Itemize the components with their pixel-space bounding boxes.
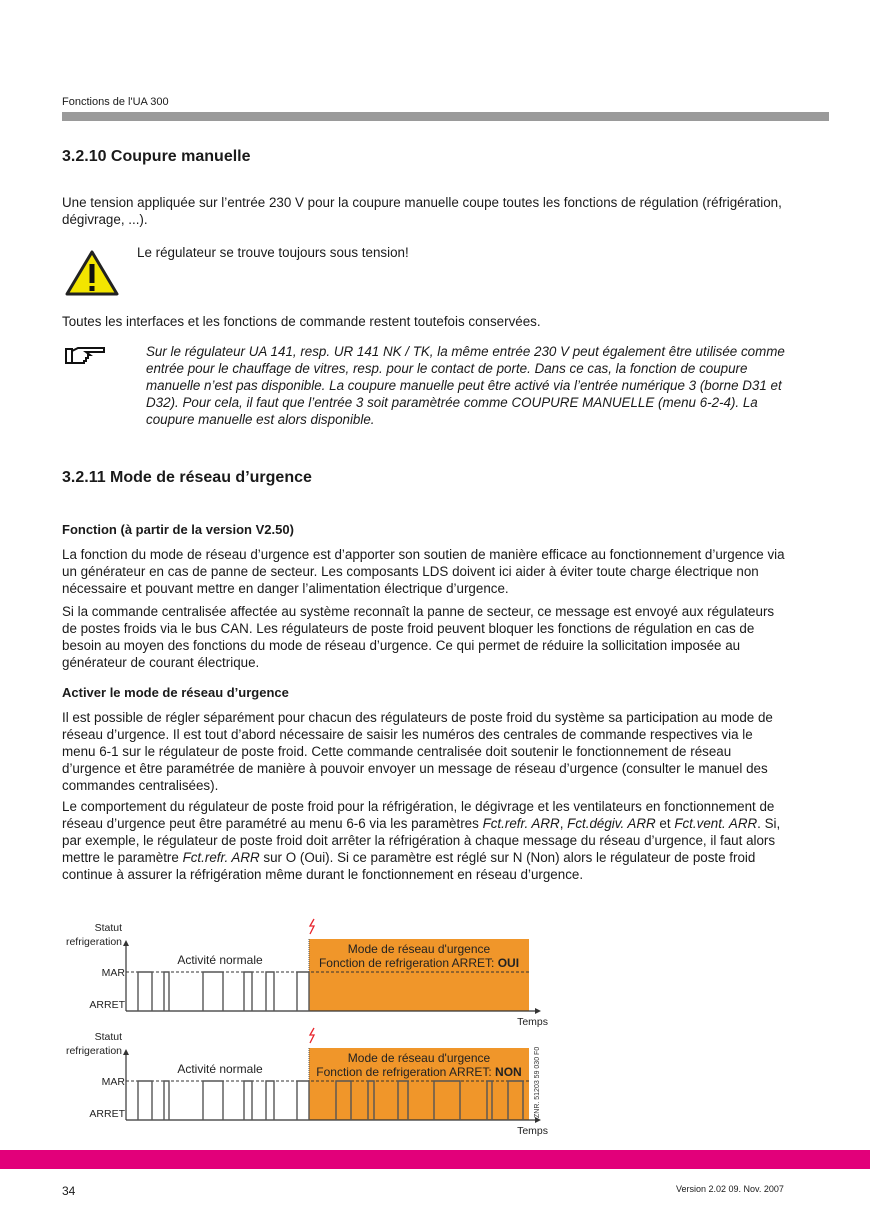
section-heading-3-2-11: 3.2.11 Mode de réseau d’urgence bbox=[62, 469, 312, 486]
subheading: Fonction (à partir de la version V2.50) bbox=[62, 522, 294, 537]
paragraph: Toutes les interfaces et les fonctions de commande restent toutefois conservées. bbox=[62, 314, 541, 329]
lightning-icon bbox=[310, 919, 314, 934]
function-text: Fonction de refrigeration ARRET: bbox=[318, 956, 498, 970]
refrigeration-pulse bbox=[266, 1081, 274, 1120]
axis-arrow-icon bbox=[123, 940, 129, 946]
paragraph: Si la commande centralisée affectée au système reconnaît la panne de secteur, ce message est envoyé aux régulateurs de postes froids via le bus CAN. Les régulateurs de poste froid peuvent bloquer les fonctions de régulation en cas de besoin au moyen des fonctions du mode de réseau d’urgence. Ce qui permet de réduire la sollicitation imposée au générateur de courant électrique. bbox=[62, 604, 775, 670]
paragraph: Une tension appliquée sur l’entrée 230 V pour la coupure manuelle coupe toutes les fonctions de régulation (réfrigération, dégivrage, ...). bbox=[62, 195, 782, 227]
page-number: 34 bbox=[62, 1184, 76, 1198]
y-label-statut: Statut bbox=[94, 922, 122, 934]
version-date: Version 2.02 09. Nov. 2007 bbox=[676, 1184, 784, 1194]
text: . Si, par exemple, le régulateur de poste froid doit arrêter la réfrigération à chaque message du réseau d’urgence, il faut alors mettre le paramètre bbox=[62, 816, 781, 865]
x-label-temps: Temps bbox=[517, 1125, 548, 1137]
refrigeration-pulse bbox=[138, 972, 152, 1011]
subheading: Activer le mode de réseau d’urgence bbox=[62, 685, 289, 700]
refrigeration-pulse bbox=[266, 972, 274, 1011]
y-label-statut: Statut bbox=[94, 1031, 122, 1043]
refrigeration-pulse bbox=[203, 972, 223, 1011]
note-text: Sur le régulateur UA 141, resp. UR 141 NK / TK, la même entrée 230 V peut également être utilisée comme entrée pour le chauffage de vitres, resp. pour le contact de porte. Dans ce cas, la fonction de coupure manuelle n’est pas disponible. La coupure manuelle peut être activé via l’entrée numérique 3 (borne D31 et D32). Pour cela, il faut que l’entrée 3 soit paramètrée comme COUPURE MANUELLE (menu 6-2-4). La coupure manuelle est alors disponible. bbox=[146, 344, 785, 427]
text: Le comportement du régulateur de poste froid pour la réfrigération, le dégivrage et les ventilateurs en fonctionnement de réseau d’urgence peut être paramétré au menu 6-6 via les paramètres bbox=[62, 799, 775, 831]
running-header: Fonctions de l'UA 300 bbox=[62, 96, 169, 108]
drawing-code: ZNR. 51203 59 030 F0 bbox=[534, 1046, 541, 1118]
axis-arrow-icon bbox=[535, 1008, 541, 1014]
refrigeration-pulse bbox=[138, 1081, 152, 1120]
function-value: NON bbox=[495, 1065, 522, 1079]
refrigeration-pulse bbox=[203, 1081, 223, 1120]
param-name: Fct.dégiv. ARR bbox=[567, 816, 656, 831]
warning-text: Le régulateur se trouve toujours sous tension! bbox=[137, 245, 409, 260]
paragraph: La fonction du mode de réseau d’urgence est d’apporter son soutien de manière efficace au fonctionnement d’urgence via un générateur en cas de panne de secteur. Les composants LDS doivent ici aider à éviter toute charge électrique non nécessaire et pouvant mettre en danger l’alimentation électrique d’urgence. bbox=[62, 547, 785, 596]
label-refrigeration-function bbox=[319, 956, 519, 970]
footer-bar bbox=[0, 1150, 870, 1169]
label-emergency-mode: Mode de réseau d'urgence bbox=[347, 942, 491, 956]
label-emergency-mode: Mode de réseau d'urgence bbox=[347, 1051, 491, 1065]
text: sur O (Oui). Si ce paramètre est réglé sur N (Non) alors le régulateur de poste froid continue à assurer la réfrigération même durant le fonctionnement en réseau d’urgence. bbox=[62, 850, 756, 882]
axis-arrow-icon bbox=[123, 1049, 129, 1055]
function-value: OUI bbox=[497, 956, 520, 970]
label-refrigeration-function bbox=[316, 1065, 521, 1079]
text: , bbox=[559, 816, 568, 831]
label-normal-activity: Activité normale bbox=[177, 953, 263, 967]
refrigeration-pulse bbox=[164, 1081, 169, 1120]
x-label-temps: Temps bbox=[517, 1016, 548, 1028]
refrigeration-pulse bbox=[244, 972, 252, 1011]
label-normal-activity: Activité normale bbox=[177, 1062, 263, 1076]
param-name: Fct.vent. ARR bbox=[674, 816, 758, 831]
tick-arret: ARRET bbox=[89, 1108, 125, 1120]
tick-mar: MAR bbox=[101, 1076, 125, 1088]
text: et bbox=[655, 816, 675, 831]
function-text: Fonction de refrigeration ARRET: bbox=[316, 1065, 496, 1079]
param-name: Fct.refr. ARR bbox=[182, 850, 260, 865]
y-label-refrigeration: refrigeration bbox=[65, 936, 122, 948]
section-heading-3-2-10: 3.2.10 Coupure manuelle bbox=[62, 148, 251, 165]
refrigeration-pulse bbox=[164, 972, 169, 1011]
refrigeration-pulse bbox=[244, 1081, 252, 1120]
refrigeration-pulse bbox=[297, 972, 309, 1011]
lightning-icon bbox=[310, 1028, 314, 1043]
y-label-refrigeration: refrigeration bbox=[65, 1045, 122, 1057]
paragraph: Il est possible de régler séparément pour chacun des régulateurs de poste froid du système sa participation au mode de réseau d’urgence. Il est tout d’abord nécessaire de saisir les numéros des centrales de commande respectives via le menu 6-1 sur le régulateur de poste froid. Cette commande centralisée doit soutenir le fonctionnement de réseau d’urgence et être paramétrée de manière à pouvoir envoyer un message de réseau d’urgence (consulter le manuel des commandes centralisées). bbox=[62, 710, 773, 793]
refrigeration-pulse bbox=[297, 1081, 309, 1120]
param-name: Fct.refr. ARR bbox=[482, 816, 560, 831]
tick-mar: MAR bbox=[101, 967, 125, 979]
tick-arret: ARRET bbox=[89, 999, 125, 1011]
